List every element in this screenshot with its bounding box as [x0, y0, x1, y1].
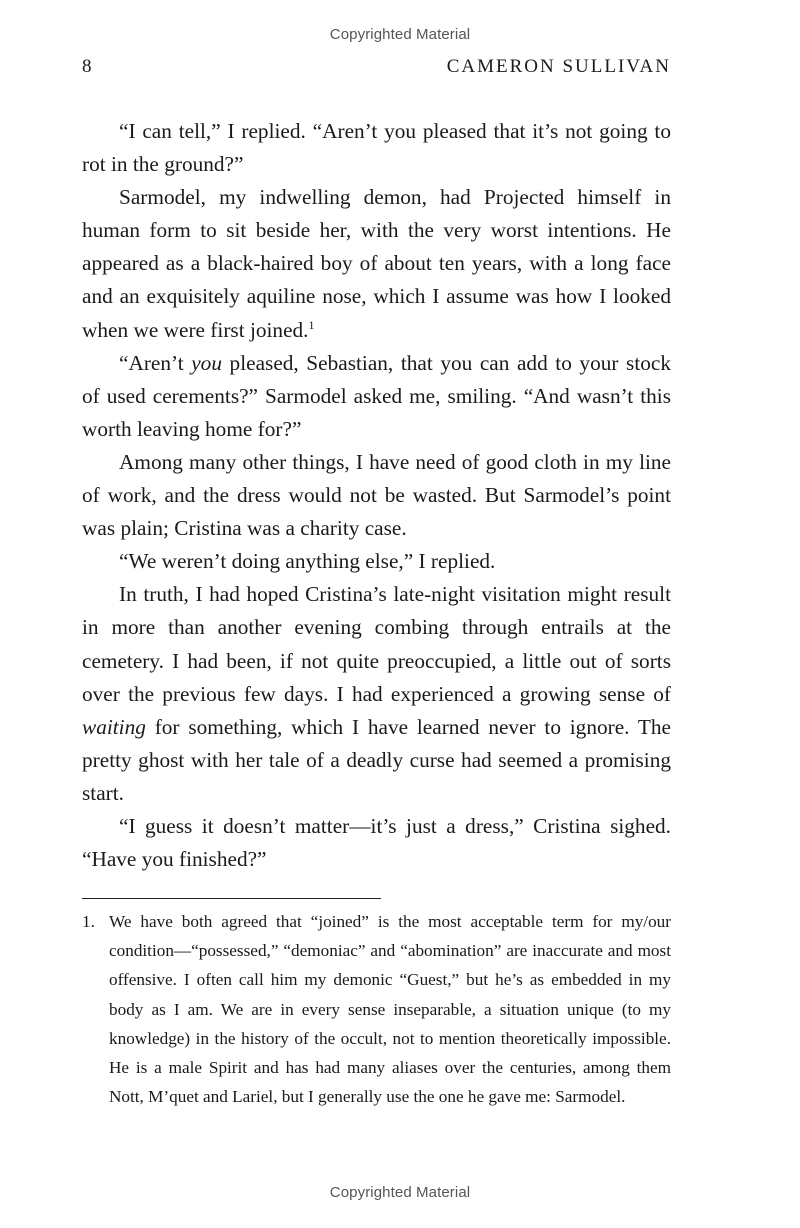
copyright-watermark-top: Copyrighted Material [329, 26, 471, 43]
footnote-reference[interactable]: 1 [308, 317, 315, 332]
paragraph-4 [82, 446, 671, 545]
running-head-author: CAMERON SULLIVAN [446, 56, 671, 77]
paragraph-text: “I can tell,” I replied. “Aren’t you pleased that it’s not going to rot in the ground?” [82, 119, 671, 177]
paragraph-text: In truth, I had hoped Cristina’s late-night visitation might result in more than another evening combing through entrails at the cemetery. I had been, if not quite preoccupied, a little out of sorts over the previous few days. I had experienced a growing sense of [82, 582, 671, 706]
paragraph-7 [82, 810, 671, 876]
page-number: 8 [82, 56, 92, 77]
paragraph-text: Among many other things, I have need of good cloth in my line of work, and the dress would not be wasted. But Sarmodel’s point was plain; Cristina was a charity case. [82, 449, 671, 541]
paragraph-2 [82, 181, 671, 346]
running-header [82, 56, 671, 82]
footnote-text: We have both agreed that “joined” is the most acceptable term for my/our condition—“possessed,” “demoniac” and “abomination” are inaccurate and most offensive. I often call him my demonic “Guest,” but he’s as embedded in my body as I am. We are in every sense inseparable, a situation unique (to my knowledge) in the history of the occult, not to mention theoretically impossible. He is a male Spirit and has had many aliases over the centuries, among them Nott, M’quet and Lariel, but I generally use the one he gave me: Sarmodel. [109, 912, 671, 1107]
paragraph-text: “I guess it doesn’t matter—it’s just a dress,” Cristina sighed. “Have you finished?” [82, 813, 671, 872]
paragraph-5 [82, 545, 671, 578]
footnote-number: 1. [82, 912, 95, 931]
paragraph-3 [82, 347, 671, 446]
footnote-divider [82, 898, 381, 899]
paragraph-text: for something, which I have learned never to ignore. The pretty ghost with her tale of a deadly curse had seemed a promising start. [82, 714, 671, 805]
italic-emphasis: you [191, 350, 222, 375]
copyright-watermark-bottom: Copyrighted Material [329, 1184, 471, 1201]
footnote [82, 907, 671, 1111]
paragraph-text: Sarmodel, my indwelling demon, had Projected himself in human form to sit beside her, with the very worst intentions. He appeared as a black-haired boy of about ten years, with a long face and an exquisitely aquiline nose, which I assume was how I looked when we were first joined. [82, 185, 671, 342]
paragraph-text: “We weren’t doing anything else,” I replied. [119, 549, 496, 574]
paragraph-6 [82, 578, 671, 810]
paragraph-1 [82, 115, 671, 181]
paragraph-text: “Aren’t [119, 350, 192, 375]
body-text [82, 115, 671, 876]
paragraph-text: pleased, Sebastian, that you can add to your stock of used cerements?” Sarmodel asked me, smiling. “And wasn’t this worth leaving home for?” [82, 350, 671, 441]
italic-emphasis: waiting [82, 714, 146, 739]
